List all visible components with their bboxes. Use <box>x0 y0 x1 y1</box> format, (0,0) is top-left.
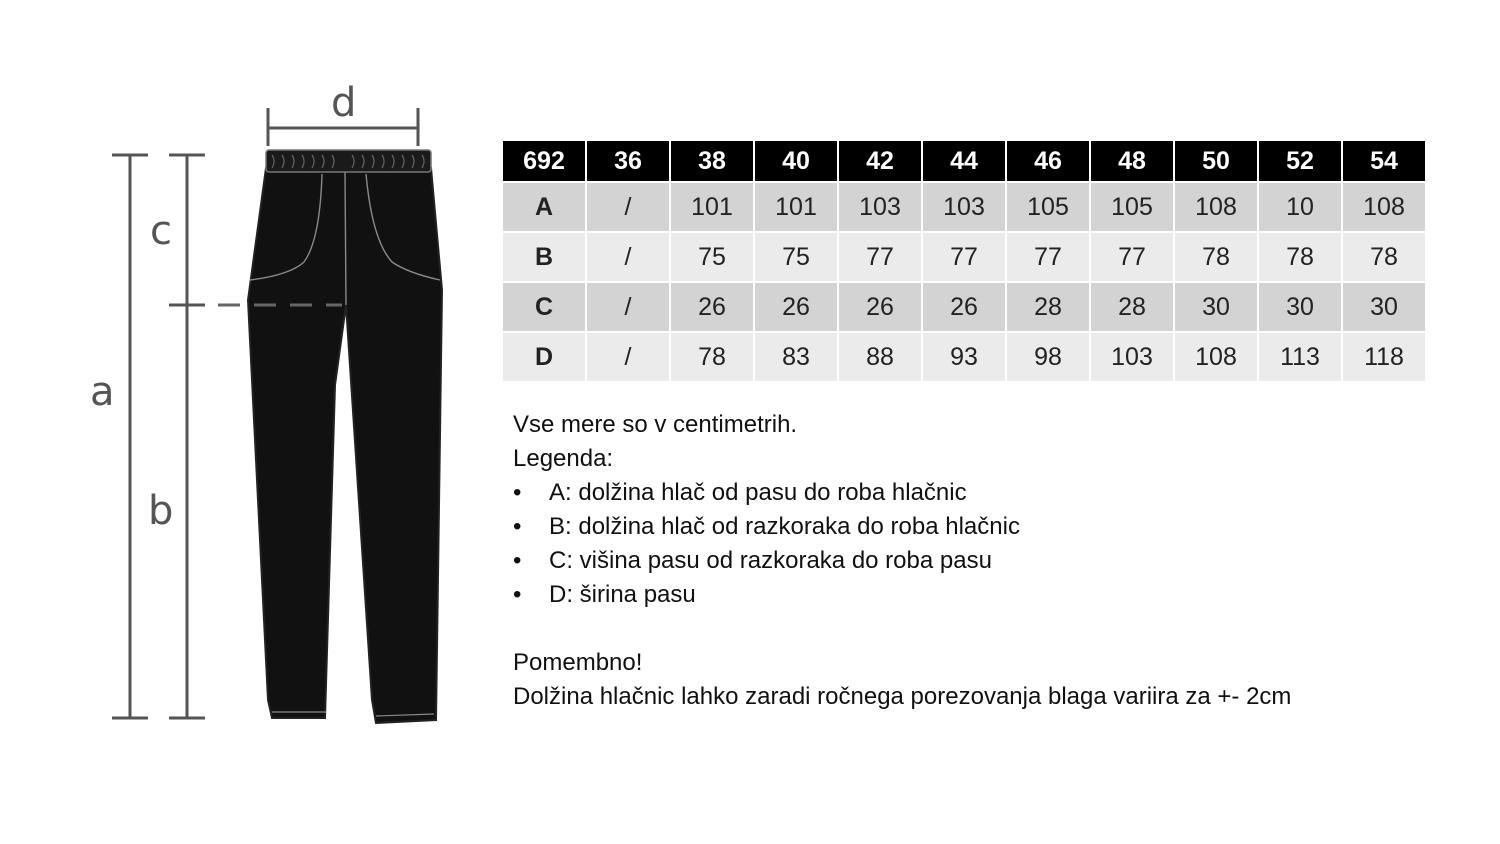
table-header-cell: 54 <box>1343 141 1425 181</box>
table-cell: 78 <box>1175 233 1257 281</box>
table-cell: 78 <box>1259 233 1341 281</box>
table-cell: 77 <box>923 233 1005 281</box>
table-header-row <box>503 141 1425 181</box>
table-cell: 75 <box>671 233 753 281</box>
legend-item: • D: širina pasu <box>513 578 1291 612</box>
dim-b-label: b <box>148 488 174 534</box>
size-table <box>501 139 1427 383</box>
table-header-cell: 42 <box>839 141 921 181</box>
legend-list <box>513 476 1291 612</box>
table-cell: / <box>587 183 669 231</box>
table-cell: 101 <box>755 183 837 231</box>
dim-d-label: d <box>331 80 357 126</box>
table-cell: 78 <box>1343 233 1425 281</box>
table-cell: 26 <box>755 283 837 331</box>
table-cell: 98 <box>1007 333 1089 381</box>
table-cell: 108 <box>1175 183 1257 231</box>
table-cell: 108 <box>1343 183 1425 231</box>
table-cell: 103 <box>923 183 1005 231</box>
table-cell: 26 <box>671 283 753 331</box>
trousers-diagram <box>0 0 480 760</box>
table-cell: / <box>587 333 669 381</box>
table-cell: / <box>587 233 669 281</box>
table-cell: 77 <box>1007 233 1089 281</box>
table-header-cell: 38 <box>671 141 753 181</box>
table-cell: 105 <box>1007 183 1089 231</box>
table-cell: 28 <box>1091 283 1173 331</box>
table-cell: 10 <box>1259 183 1341 231</box>
notes-intro: Vse mere so v centimetrih. <box>513 411 798 438</box>
table-row-label: B <box>503 233 585 281</box>
dim-a-label: a <box>90 369 115 415</box>
table-cell: 101 <box>671 183 753 231</box>
table-cell: 88 <box>839 333 921 381</box>
table-cell: 118 <box>1343 333 1425 381</box>
table-header-cell: 48 <box>1091 141 1173 181</box>
table-cell: 30 <box>1175 283 1257 331</box>
table-header-cell: 50 <box>1175 141 1257 181</box>
legend-item: • B: dolžina hlač od razkoraka do roba hlačnic <box>513 510 1291 544</box>
table-cell: 113 <box>1259 333 1341 381</box>
table-row-label: D <box>503 333 585 381</box>
table-cell: 77 <box>839 233 921 281</box>
table-cell: 103 <box>839 183 921 231</box>
table-row-label: C <box>503 283 585 331</box>
table-header-cell: 46 <box>1007 141 1089 181</box>
table-cell: 30 <box>1343 283 1425 331</box>
dim-c-label: c <box>150 208 172 254</box>
table-row <box>503 233 1425 281</box>
table-header-cell: 692 <box>503 141 585 181</box>
table-cell: / <box>587 283 669 331</box>
table-cell: 77 <box>1091 233 1173 281</box>
table-cell: 103 <box>1091 333 1173 381</box>
table-cell: 108 <box>1175 333 1257 381</box>
table-cell: 28 <box>1007 283 1089 331</box>
table-cell: 78 <box>671 333 753 381</box>
important-title: Pomembno! <box>513 649 643 676</box>
table-cell: 26 <box>923 283 1005 331</box>
table-row <box>503 183 1425 231</box>
notes-section <box>513 408 1291 714</box>
spacer <box>513 612 1291 646</box>
important-text: Dolžina hlačnic lahko zaradi ročnega porezovanja blaga variira za +- 2cm <box>513 683 1292 710</box>
table-row <box>503 283 1425 331</box>
table-header-cell: 44 <box>923 141 1005 181</box>
table-header-cell: 40 <box>755 141 837 181</box>
table-cell: 30 <box>1259 283 1341 331</box>
legend-item: • A: dolžina hlač od pasu do roba hlačnic <box>513 476 1291 510</box>
waistband <box>266 150 431 172</box>
table-header-cell: 36 <box>587 141 669 181</box>
table-cell: 75 <box>755 233 837 281</box>
table-cell: 105 <box>1091 183 1173 231</box>
table-row-label: A <box>503 183 585 231</box>
table-cell: 26 <box>839 283 921 331</box>
legend-item: • C: višina pasu od razkoraka do roba pasu <box>513 544 1291 578</box>
table-cell: 93 <box>923 333 1005 381</box>
center-seam <box>345 172 346 305</box>
legend-title: Legenda: <box>513 445 614 472</box>
table-cell: 83 <box>755 333 837 381</box>
table-header-cell: 52 <box>1259 141 1341 181</box>
table-row <box>503 333 1425 381</box>
